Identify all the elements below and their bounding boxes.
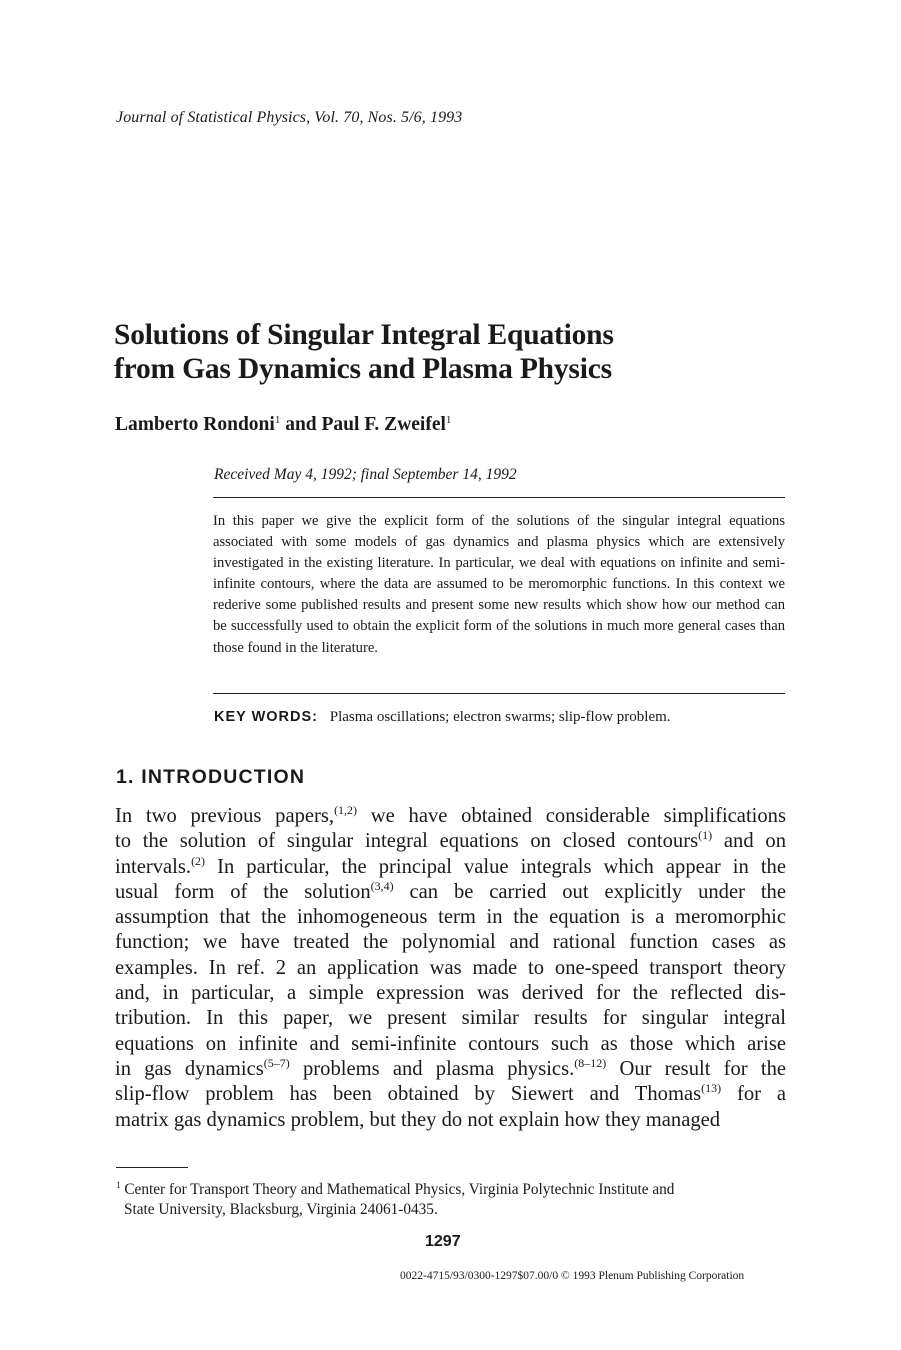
body-line: and, in particular, a simple expression was derived for the reflected dis- [115,982,786,1005]
footnote-line: State University, Blacksburg, Virginia 24061-0435. [124,1201,438,1218]
text-span: in gas dynamics [115,1057,264,1080]
affiliation-mark: 1 [274,414,281,426]
footnote [116,1180,788,1220]
title-line-1: Solutions of Singular Integral Equations [114,319,614,351]
footnote-line [116,1180,788,1200]
citation: (1,2) [334,803,358,817]
citation: (1) [698,828,713,843]
body-line [115,804,786,829]
body-line: equations on infinite and semi-infinite contours such as those which arise [115,1032,786,1055]
journal-citation: Journal of Statistical Physics, Vol. 70, Nos. 5/6, 1993 [116,109,463,126]
citation: (8–12) [574,1055,607,1070]
text-span: we have obtained considerable simplifications [357,805,786,827]
body-paragraph [115,804,786,1133]
author-list [115,414,451,436]
author-connector: and [285,414,317,435]
abstract: In this paper we give the explicit form of the solutions of the singular integral equations associated with some models of gas dynamics and plasma physics which are extensively investigated in the existing literature. In particular, we deal with equations on infinite and semi-infinite contours, where the data are assumed to be meromorphic functions. In this context we rederive some published results and present some new results which show how our method can be successfully used to obtain the explicit form of the solutions in much more general cases than those found in the literature. [213,513,785,656]
body-line: assumption that the inhomogeneous term in the equation is a meromorphic [115,906,786,929]
body-line: function; we have treated the polynomial and rational function cases as [115,931,786,954]
citation: (5–7) [263,1055,290,1070]
citation: (3,4) [370,878,394,893]
copyright-notice: 0022-4715/93/0300-1297$07.00/0 © 1993 Plenum Publishing Corporation [400,1270,745,1282]
text-span: and on [712,830,786,853]
received-dates: Received May 4, 1992; final September 14, 1992 [214,466,517,483]
keywords [214,709,671,726]
text-span: can be carried out explicitly under the [393,880,786,903]
title-line-2: from Gas Dynamics and Plasma Physics [114,353,612,385]
body-line [115,1082,786,1107]
body-line [115,880,786,905]
text-span: problems and plasma physics. [289,1057,575,1080]
page-number: 1297 [425,1233,461,1250]
citation: (13) [701,1081,722,1096]
body-line: examples. In ref. 2 an application was made to one-speed transport theory [115,956,786,979]
author-name: Lamberto Rondoni [115,414,275,435]
text-span: Center for Transport Theory and Mathematical Physics, Virginia Polytechnic Institute and [120,1181,675,1198]
body-line [115,1057,786,1082]
body-line: matrix gas dynamics problem, but they do not explain how they managed [115,1108,721,1131]
keywords-text: Plasma oscillations; electron swarms; slip-flow problem. [329,709,671,725]
text-span: In two previous papers, [115,805,335,827]
footnote-mark: 1 [116,1180,121,1190]
text-span: Our result for the [606,1057,787,1080]
text-span: intervals. [115,855,192,878]
body-line [115,855,786,880]
abstract-bottom-rule [213,693,785,694]
text-span: for a [721,1083,786,1106]
footnote-rule [116,1167,188,1168]
citation: (2) [191,853,206,868]
text-span: slip-flow problem has been obtained by Siewert and Thomas [115,1083,702,1106]
text-span: In particular, the principal value integrals which appear in the [205,855,786,878]
keywords-label: KEY WORDS: [214,709,318,725]
abstract-top-rule [213,497,785,498]
body-line: tribution. In this paper, we present similar results for singular integral [115,1007,786,1030]
section-heading: 1. INTRODUCTION [116,766,306,788]
author-name: Paul F. Zweifel [321,414,446,435]
text-span: to the solution of singular integral equations on closed contours [115,830,699,853]
affiliation-mark: 1 [445,414,452,426]
paper-title [114,318,814,386]
text-span: usual form of the solution [115,880,371,903]
body-line [115,829,786,854]
